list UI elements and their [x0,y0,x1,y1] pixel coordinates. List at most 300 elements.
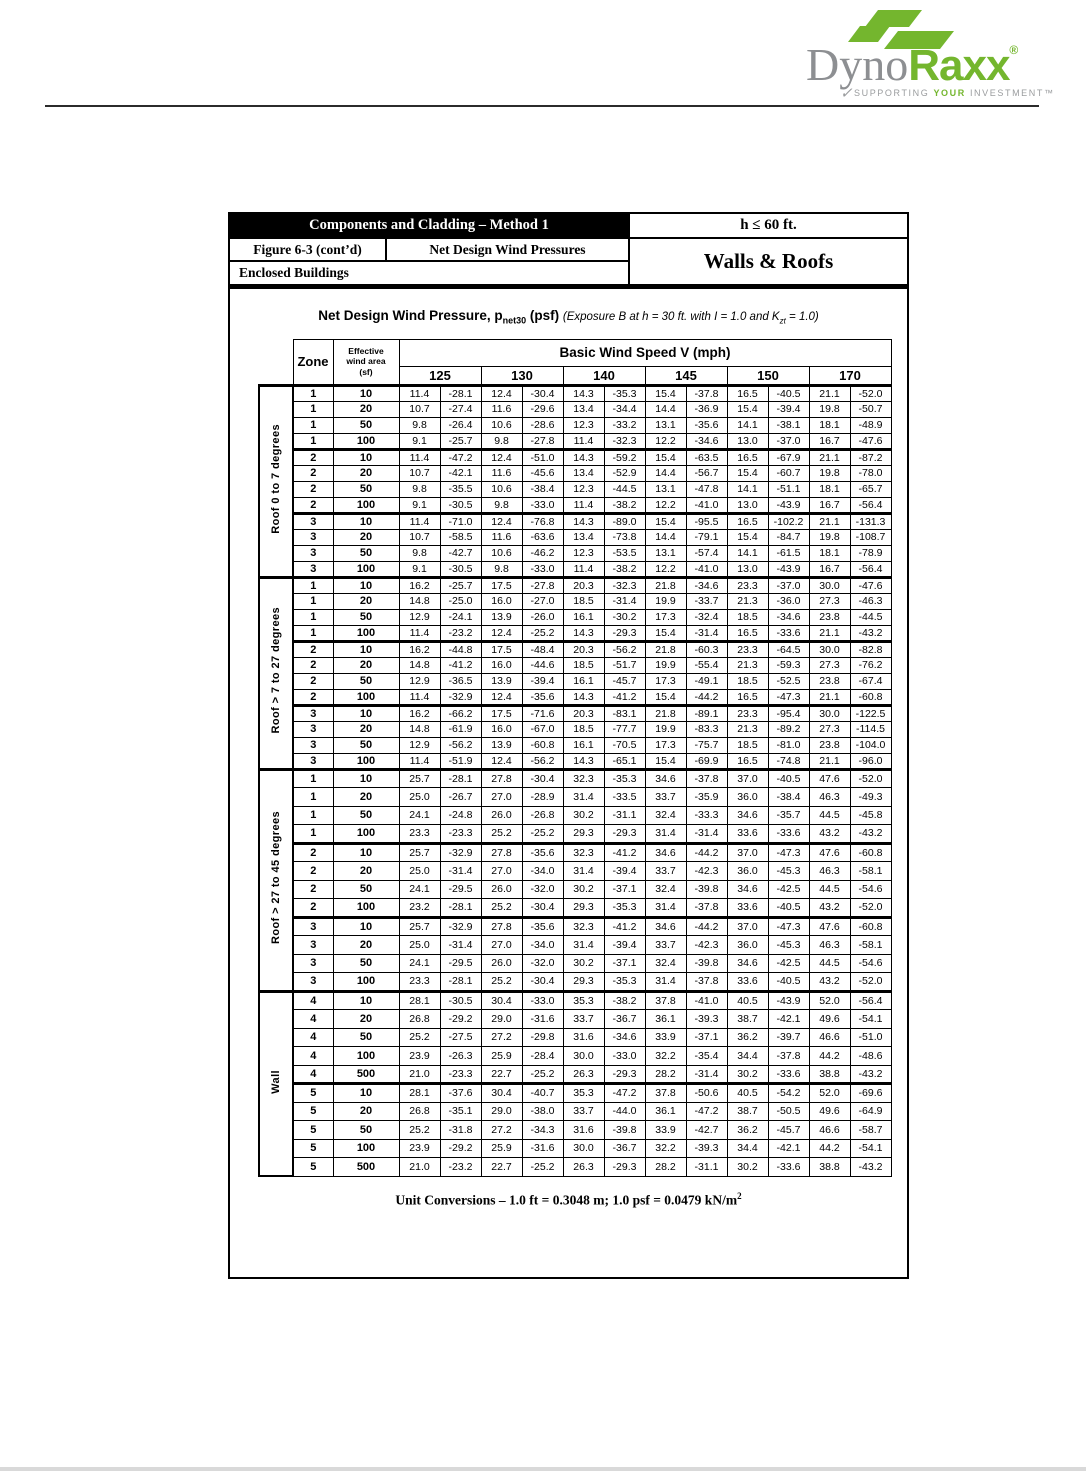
pressure-value-cell: -39.3 [686,1139,727,1158]
pressure-value-cell: 25.2 [399,1028,440,1047]
pressure-value-cell: -31.4 [604,593,645,609]
pressure-value-cell: 11.4 [399,625,440,641]
pressure-value-cell: -114.5 [850,721,891,737]
pressure-value-cell: -43.2 [850,1065,891,1084]
pressure-value-cell: -52.5 [768,673,809,689]
pressure-value-cell: -71.0 [440,513,481,529]
page-bottom-rule [0,1467,1086,1471]
enclosed-buildings-cell: Enclosed Buildings [230,262,630,284]
pressure-value-cell: -47.8 [686,481,727,497]
area-header-line3: (sf) [359,367,373,377]
pressure-value-cell: 23.3 [727,705,768,721]
pressure-value-cell: 15.4 [645,385,686,401]
pressure-value-cell: -42.5 [768,880,809,899]
pressure-value-cell: -83.3 [686,721,727,737]
table-row [259,449,891,465]
note-post: = 1.0) [785,311,819,323]
pressure-value-cell: -47.3 [768,689,809,705]
zone-cell: 2 [293,465,333,481]
table-row [259,545,891,561]
pressure-value-cell: -48.9 [850,417,891,433]
pressure-value-cell: 28.1 [399,1084,440,1103]
pressure-value-cell: 29.3 [563,973,604,992]
pressure-value-cell: 14.4 [645,401,686,417]
pressure-value-cell: -29.5 [440,954,481,973]
pressure-value-cell: 38.8 [809,1158,850,1177]
pressure-value-cell: 25.9 [481,1139,522,1158]
pressure-value-cell: -57.4 [686,545,727,561]
pressure-value-cell: -31.4 [440,862,481,881]
pressure-value-cell: -54.2 [768,1084,809,1103]
pressure-value-cell: 19.9 [645,721,686,737]
zone-cell: 5 [293,1102,333,1121]
area-cell: 20 [333,1010,399,1029]
pressure-value-cell: 23.3 [727,577,768,593]
pressure-value-cell: -60.8 [850,689,891,705]
pressure-value-cell: 19.9 [645,593,686,609]
pressure-value-cell: 40.5 [727,991,768,1010]
zone-cell: 2 [293,843,333,862]
pressure-value-cell: -32.0 [522,954,563,973]
pressure-value-cell: -35.3 [604,899,645,918]
table-row [259,806,891,825]
pressure-value-cell: -47.6 [850,577,891,593]
pressure-value-cell: 16.5 [727,625,768,641]
pressure-value-cell: -39.7 [768,1028,809,1047]
zone-cell: 4 [293,991,333,1010]
pressure-value-cell: 16.1 [563,737,604,753]
pressure-value-cell: -77.7 [604,721,645,737]
pressure-value-cell: -65.7 [850,481,891,497]
pressure-value-cell: 47.6 [809,843,850,862]
pressure-value-cell: -64.5 [768,641,809,657]
area-cell: 100 [333,753,399,769]
height-limit-cell: h ≤ 60 ft. [630,214,907,239]
pressure-value-cell: 21.8 [645,705,686,721]
pressure-value-cell: 33.9 [645,1121,686,1140]
pressure-value-cell: 36.1 [645,1010,686,1029]
pressure-value-cell: -58.5 [440,529,481,545]
pressure-value-cell: 25.7 [399,843,440,862]
area-cell: 100 [333,973,399,992]
pressure-value-cell: -51.1 [768,481,809,497]
pressure-value-cell: -37.8 [768,1047,809,1066]
table-row [259,973,891,992]
pressure-value-cell: 35.3 [563,991,604,1010]
pressure-value-cell: 12.4 [481,449,522,465]
pressure-value-cell: 25.7 [399,769,440,788]
area-cell: 50 [333,1121,399,1140]
pressure-value-cell: 10.7 [399,401,440,417]
table-row [259,769,891,788]
pressure-value-cell: -25.2 [522,1158,563,1177]
pressure-value-cell: -32.9 [440,843,481,862]
pressure-value-cell: -50.5 [768,1102,809,1121]
zone-cell: 3 [293,753,333,769]
pressure-value-cell: -39.3 [686,1010,727,1029]
row-group-label: Roof > 7 to 27 degrees [259,577,293,769]
area-cell: 20 [333,465,399,481]
pressure-value-cell: -28.1 [440,385,481,401]
pressure-value-cell: -33.0 [604,1047,645,1066]
pressure-value-cell: 17.3 [645,609,686,625]
pressure-value-cell: -31.6 [522,1139,563,1158]
pressure-value-cell: -30.4 [522,899,563,918]
pressure-value-cell: -67.0 [522,721,563,737]
pressure-value-cell: 18.5 [563,593,604,609]
pressure-value-cell: -34.3 [522,1121,563,1140]
table-row [259,497,891,513]
area-cell: 100 [333,1139,399,1158]
pressure-value-cell: 30.2 [727,1065,768,1084]
pressure-value-cell: -52.9 [604,465,645,481]
pressure-value-cell: 18.5 [727,609,768,625]
pressure-value-cell: 11.4 [399,385,440,401]
pressure-value-cell: -69.9 [686,753,727,769]
pressure-value-cell: -54.6 [850,880,891,899]
pressure-value-cell: 52.0 [809,991,850,1010]
area-cell: 10 [333,385,399,401]
pressure-value-cell: 17.3 [645,737,686,753]
pressure-value-cell: -29.8 [522,1028,563,1047]
zone-cell: 2 [293,673,333,689]
pressure-value-cell: -36.7 [604,1010,645,1029]
pressure-value-cell: -71.6 [522,705,563,721]
net-design-pressures-cell: Net Design Wind Pressures [387,239,630,262]
pressure-value-cell: 9.8 [399,417,440,433]
pressure-value-cell: -61.5 [768,545,809,561]
pressure-value-cell: -45.3 [768,936,809,955]
pressure-value-cell: -35.3 [604,973,645,992]
pressure-value-cell: -44.2 [686,843,727,862]
zone-cell: 3 [293,545,333,561]
zone-cell: 1 [293,609,333,625]
pressure-value-cell: 29.0 [481,1010,522,1029]
pressure-value-cell: -44.5 [604,481,645,497]
pressure-value-cell: 21.1 [809,689,850,705]
row-group-label: Wall [259,991,293,1176]
pressure-value-cell: -51.9 [440,753,481,769]
pressure-value-cell: -51.7 [604,657,645,673]
pressure-value-cell: 19.8 [809,529,850,545]
pressure-value-cell: 21.1 [809,625,850,641]
pressure-value-cell: -108.7 [850,529,891,545]
table-row [259,513,891,529]
zone-cell: 4 [293,1010,333,1029]
speed-header-cell: 130 [481,366,563,385]
pressure-value-cell: -43.9 [768,497,809,513]
pressure-value-cell: -39.4 [604,862,645,881]
table-row [259,954,891,973]
pressure-value-cell: -87.2 [850,449,891,465]
pressure-value-cell: 14.3 [563,513,604,529]
pressure-value-cell: -39.8 [686,954,727,973]
pressure-value-cell: -30.4 [522,973,563,992]
pressure-value-cell: 11.6 [481,465,522,481]
pressure-value-cell: -26.4 [440,417,481,433]
pressure-value-cell: -42.3 [686,936,727,955]
zone-cell: 5 [293,1139,333,1158]
pressure-value-cell: 18.5 [563,721,604,737]
pressure-value-cell: 16.7 [809,433,850,449]
pressure-value-cell: -35.3 [604,769,645,788]
pressure-value-cell: 25.0 [399,936,440,955]
pressure-value-cell: 23.8 [809,673,850,689]
pressure-value-cell: -37.8 [686,385,727,401]
pressure-value-cell: 32.3 [563,843,604,862]
pressure-value-cell: 21.3 [727,593,768,609]
pressure-value-cell: 31.4 [563,862,604,881]
pressure-value-cell: 9.8 [481,433,522,449]
pressure-value-cell: -37.8 [686,899,727,918]
pressure-value-cell: -95.5 [686,513,727,529]
pressure-value-cell: 46.6 [809,1121,850,1140]
pressure-value-cell: 13.4 [563,465,604,481]
pressure-value-cell: 15.4 [727,465,768,481]
pressure-value-cell: -38.2 [604,497,645,513]
pressure-value-cell: -30.4 [522,769,563,788]
area-cell: 50 [333,737,399,753]
pressure-value-cell: -25.2 [522,1065,563,1084]
zone-cell: 5 [293,1158,333,1177]
pressure-value-cell: 14.3 [563,625,604,641]
pressure-value-cell: 27.3 [809,721,850,737]
table-row [259,609,891,625]
table-row [259,753,891,769]
pressure-value-cell: -23.2 [440,625,481,641]
area-cell: 50 [333,545,399,561]
pressure-value-cell: 38.8 [809,1065,850,1084]
pressure-value-cell: 13.9 [481,609,522,625]
zone-cell: 1 [293,625,333,641]
zone-cell: 3 [293,721,333,737]
pressure-value-cell: 30.2 [727,1158,768,1177]
pressure-value-cell: -73.8 [604,529,645,545]
table-row [259,899,891,918]
pressure-value-cell: -25.7 [440,577,481,593]
pressure-value-cell: -58.1 [850,936,891,955]
zone-cell: 1 [293,806,333,825]
pressure-value-cell: -104.0 [850,737,891,753]
speed-header-cell: 125 [399,366,481,385]
pressure-value-cell: -55.4 [686,657,727,673]
zone-cell: 1 [293,825,333,844]
table-row [259,862,891,881]
table-row [259,1139,891,1158]
pressure-value-cell: -78.9 [850,545,891,561]
pressure-value-cell: -33.6 [768,825,809,844]
pressure-value-cell: -47.6 [850,433,891,449]
pressure-value-cell: -30.5 [440,991,481,1010]
pressure-value-cell: -37.1 [686,1028,727,1047]
pressure-value-cell: 26.0 [481,880,522,899]
table-row [259,625,891,641]
pressure-value-cell: -28.6 [522,417,563,433]
pressure-value-cell: -35.5 [440,481,481,497]
pressure-value-cell: 18.5 [563,657,604,673]
pressure-value-cell: -44.0 [604,1102,645,1121]
pressure-value-cell: 46.3 [809,936,850,955]
table-row [259,1158,891,1177]
pressure-value-cell: -79.1 [686,529,727,545]
area-cell: 100 [333,497,399,513]
pressure-value-cell: -64.9 [850,1102,891,1121]
pressure-value-cell: -40.5 [768,769,809,788]
title-unit: (psf) [526,308,563,323]
pressure-value-cell: 23.8 [809,609,850,625]
pressure-value-cell: -27.8 [522,433,563,449]
logo-dyno-text: Dyno [806,39,909,90]
pressure-value-cell: 12.4 [481,625,522,641]
table-row [259,561,891,577]
zone-cell: 1 [293,385,333,401]
pressure-table-body [259,385,891,1176]
table-title [230,308,907,326]
zone-cell: 1 [293,417,333,433]
pressure-value-cell: -41.2 [604,843,645,862]
area-cell: 20 [333,936,399,955]
pressure-value-cell: -44.5 [850,609,891,625]
table-row [259,465,891,481]
pressure-value-cell: -89.0 [604,513,645,529]
table-row [259,1121,891,1140]
pressure-value-cell: 21.1 [809,513,850,529]
table-row [259,1102,891,1121]
pressure-value-cell: 27.2 [481,1121,522,1140]
pressure-value-cell: 27.3 [809,657,850,673]
pressure-value-cell: 16.0 [481,721,522,737]
pressure-value-cell: 29.3 [563,899,604,918]
area-cell: 20 [333,1102,399,1121]
pressure-value-cell: 34.6 [727,880,768,899]
pressure-value-cell: 12.9 [399,673,440,689]
pressure-value-cell: 12.9 [399,737,440,753]
pressure-value-cell: -26.7 [440,788,481,807]
pressure-value-cell: -58.1 [850,862,891,881]
pressure-value-cell: 13.9 [481,737,522,753]
pressure-value-cell: -76.8 [522,513,563,529]
pressure-value-cell: -35.1 [440,1102,481,1121]
pressure-value-cell: 11.4 [399,449,440,465]
zone-cell: 3 [293,936,333,955]
pressure-value-cell: 19.9 [645,657,686,673]
area-cell: 10 [333,843,399,862]
walls-roofs-cell: Walls & Roofs [703,249,834,273]
pressure-value-cell: -39.8 [686,880,727,899]
pressure-value-cell: -44.2 [686,689,727,705]
pressure-value-cell: -78.0 [850,465,891,481]
pressure-value-cell: 18.5 [727,737,768,753]
logo-raxx-text: Raxx [908,41,1010,90]
pressure-value-cell: -67.9 [768,449,809,465]
zone-cell: 2 [293,899,333,918]
pressure-value-cell: -52.0 [850,769,891,788]
pressure-value-cell: 33.6 [727,899,768,918]
speed-header-cell: 145 [645,366,727,385]
pressure-value-cell: 30.2 [563,806,604,825]
zone-cell: 1 [293,577,333,593]
pressure-value-cell: -37.1 [604,954,645,973]
pressure-value-cell: -47.2 [686,1102,727,1121]
zone-cell: 3 [293,561,333,577]
area-cell: 500 [333,1158,399,1177]
pressure-value-cell: 27.8 [481,769,522,788]
pressure-value-cell: 26.0 [481,954,522,973]
pressure-value-cell: -28.1 [440,973,481,992]
pressure-value-cell: 43.2 [809,899,850,918]
pressure-value-cell: -89.1 [686,705,727,721]
wind-speed-header: Basic Wind Speed V (mph) [399,339,891,366]
pressure-value-cell: -34.6 [686,577,727,593]
pressure-value-cell: -31.8 [440,1121,481,1140]
table-row [259,401,891,417]
tagline-pre: SUPPORTING [854,88,934,98]
pressure-value-cell: 31.4 [645,973,686,992]
pressure-value-cell: 30.4 [481,991,522,1010]
pressure-value-cell: 14.8 [399,721,440,737]
zone-cell: 3 [293,954,333,973]
pressure-value-cell: 28.2 [645,1158,686,1177]
zone-cell: 3 [293,705,333,721]
pressure-value-cell: 12.2 [645,497,686,513]
pressure-value-cell: -35.6 [686,417,727,433]
pressure-value-cell: -29.2 [440,1010,481,1029]
unit-note-text: Unit Conversions – 1.0 ft = 0.3048 m; 1.0 psf = 0.0479 kN/m [395,1192,738,1208]
pressure-value-cell: 18.5 [727,673,768,689]
pressure-value-cell: 30.0 [809,641,850,657]
pressure-value-cell: 25.0 [399,862,440,881]
pressure-value-cell: 23.2 [399,899,440,918]
pressure-value-cell: 26.3 [563,1158,604,1177]
table-row [259,1047,891,1066]
pressure-value-cell: 13.1 [645,417,686,433]
pressure-value-cell: 28.2 [645,1065,686,1084]
zone-column-header: Zone [293,339,333,385]
pressure-value-cell: -33.6 [768,625,809,641]
pressure-value-cell: 36.0 [727,788,768,807]
pressure-value-cell: 21.1 [809,385,850,401]
pressure-value-cell: 37.0 [727,917,768,936]
table-row [259,433,891,449]
pressure-value-cell: 10.6 [481,417,522,433]
pressure-value-cell: -32.0 [522,880,563,899]
area-cell: 100 [333,561,399,577]
pressure-value-cell: -69.6 [850,1084,891,1103]
zone-cell: 2 [293,880,333,899]
pressure-value-cell: 18.1 [809,481,850,497]
pressure-value-cell: 17.5 [481,641,522,657]
pressure-value-cell: -60.7 [768,465,809,481]
unit-conversion-note [230,1191,907,1209]
pressure-value-cell: 12.4 [481,385,522,401]
pressure-value-cell: -131.3 [850,513,891,529]
pressure-value-cell: 37.8 [645,991,686,1010]
pressure-value-cell: -89.2 [768,721,809,737]
tagline-post: INVESTMENT™ [965,88,1055,98]
pressure-value-cell: 19.8 [809,465,850,481]
pressure-value-cell: -41.0 [686,991,727,1010]
pressure-value-cell: 14.8 [399,657,440,673]
pressure-value-cell: 21.1 [809,753,850,769]
pressure-value-cell: -42.1 [768,1010,809,1029]
pressure-value-cell: -34.6 [604,1028,645,1047]
pressure-value-cell: 25.2 [481,899,522,918]
pressure-value-cell: 30.2 [563,954,604,973]
pressure-value-cell: -29.3 [604,625,645,641]
pressure-value-cell: 47.6 [809,769,850,788]
pressure-value-cell: 44.5 [809,954,850,973]
pressure-value-cell: -81.0 [768,737,809,753]
